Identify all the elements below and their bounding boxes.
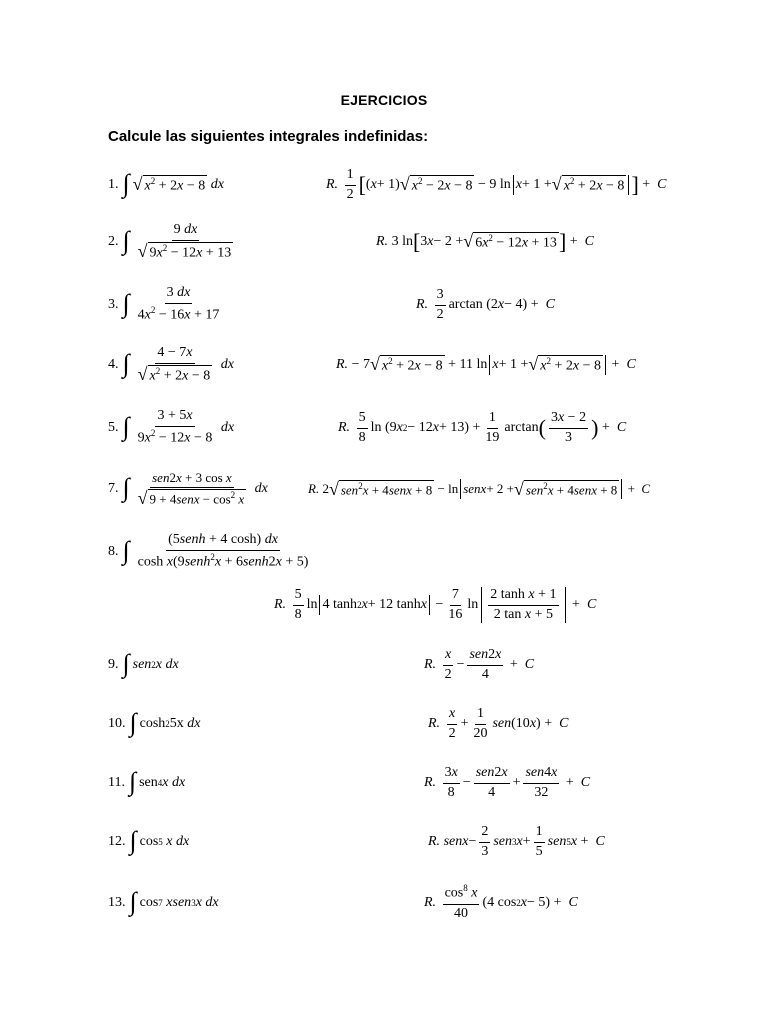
exercise-8: 8. ∫ $\frac{\text{(5senh + 4 cosh) dx}}{\cosh x(9senh^2x + 6senh2x + 5)}$ <box>108 532 309 570</box>
exercise-11: 11. ∫ sen 4 x dx <box>108 767 186 796</box>
answer-1: R. $\frac{1}{2}$ [ ( x + 1) √ $x^2 - 2x - 8$ − 9 ln x + 1 + √ $x^2 + 2x - 8$ ] + C <box>326 166 667 202</box>
answer-5: R. $\frac{5}{8}$ ln (9 x 2 − 12 x + 13) + $\frac{1}{19}$ arctan ( $\frac{3x - 2}{3}$ ) + C <box>338 409 627 445</box>
instructions: Calcule las siguientes integrales indefinidas: <box>108 128 429 145</box>
exercise-9: 9. ∫ sen 2 x dx <box>108 649 179 678</box>
exercise-3: 3. ∫ $\frac{3 dx}{4x^2 - 16x + 17}$ <box>108 285 220 323</box>
exercise-1: 1. ∫ √ $x^2 + 2x - 8$ dx <box>108 169 224 198</box>
answer-10: R. $\frac{x}{2}$ + $\frac{1}{20}$ sen (10 x ) + C <box>428 705 569 741</box>
answer-12: R. senx − $\frac{2}{3}$ sen 3 x + $\frac{1}{5}$ sen 5 x + C <box>428 823 605 859</box>
answer-7: R. 2 √ sen$^2$x + 4senx + 8 − ln senx + 2 + √ sen$^2$x + 4senx + 8 + C <box>308 478 651 499</box>
exercise-7: 7. ∫ sen2x + 3 cos x √ 9 + 4senx − $\cos^2 x$ dx <box>108 470 268 508</box>
answer-2: R. 3 ln [ 3 x − 2 + √ $6x^2 - 12x + 13$ ] + C <box>376 229 595 254</box>
exercise-2: 2. ∫ 9 dx √ $9x^2 - 12x + 13$ <box>108 221 232 261</box>
exercise-13: 13. ∫ cos 7 xsen 3 x dx <box>108 887 219 916</box>
exercise-12: 12. ∫ cos 5 x dx <box>108 826 190 855</box>
exercise-5: 5. ∫ $\frac{3 + 5x}{9x^2 - 12x - 8}$ dx <box>108 408 235 446</box>
answer-13: R. $\frac{\cos^8 x}{40}$ (4 cos 2 x − 5) + C <box>424 883 578 921</box>
answer-9: R. $\frac{x}{2}$ − $\frac{\text{sen2x}}{4}$ + C <box>424 646 535 682</box>
answer-11: R. $\frac{3x}{8}$ − $\frac{\text{sen2x}}{4}$ + $\frac{\text{sen4x}}{32}$ + C <box>424 764 591 800</box>
answer-4: R. − 7 √ $x^2 + 2x - 8$ + 11 ln x + 1 + √ $x^2 + 2x - 8$ + C <box>336 354 636 375</box>
exercise-4: 4. ∫ 4 − 7x √ $x^2 + 2x - 8$ dx <box>108 344 234 384</box>
answer-8: R. $\frac{5}{8}$ ln 4 tanh 2 x + 12 tanh x − $\frac{7}{16}$ ln $\frac{\text{2 tanh x + 1}}{\text{2 tan x + 5}}$ + C <box>274 586 597 622</box>
page-title: EJERCICIOS <box>340 92 428 108</box>
answer-3: R. $\frac{3}{2}$ arctan (2 x − 4) + C <box>416 286 555 322</box>
exercise-10: 10. ∫ cosh 2 5x dx <box>108 708 201 737</box>
